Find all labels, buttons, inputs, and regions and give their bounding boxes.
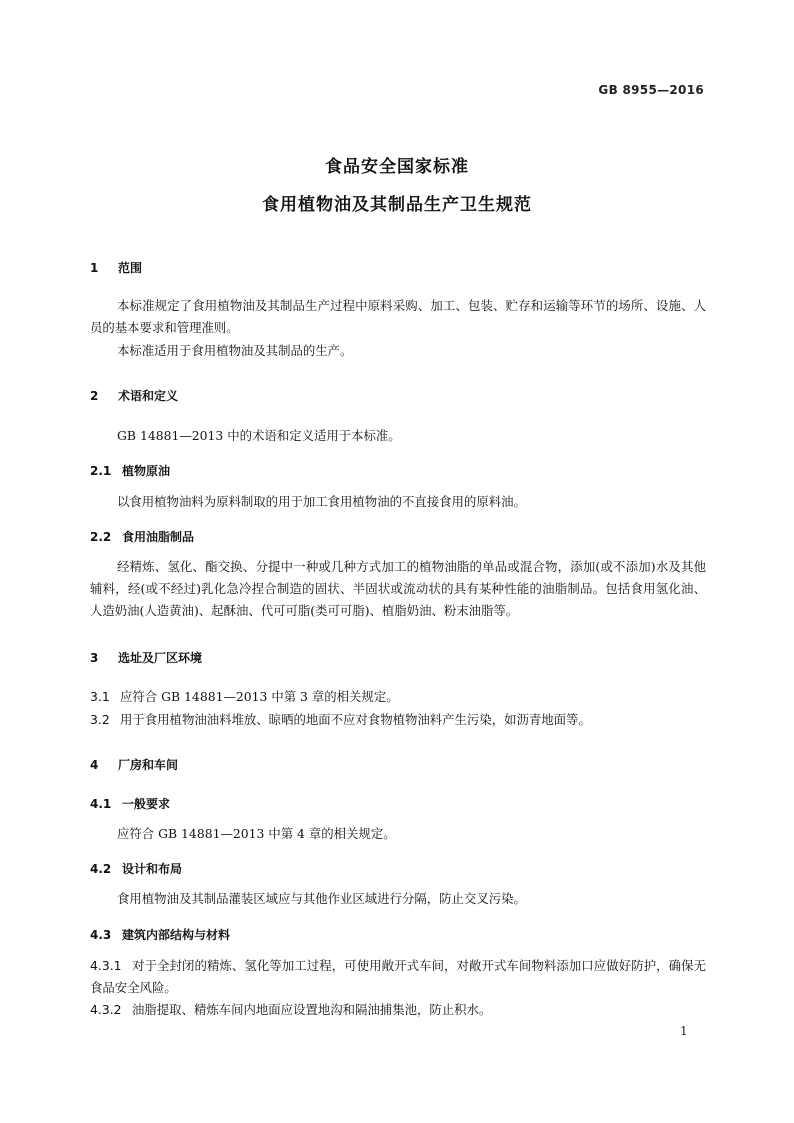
section-2-paragraph-1: GB 14881—2013 中的术语和定义适用于本标准。 bbox=[117, 428, 401, 443]
item-text: 应符合 GB 14881—2013 中第 3 章的相关规定。 bbox=[120, 689, 399, 704]
section-number: 3 bbox=[90, 651, 99, 665]
section-4-2-text: 食用植物油及其制品灌装区域应与其他作业区域进行分隔，防止交叉污染。 bbox=[117, 891, 526, 906]
section-number: 2.1 bbox=[90, 464, 112, 478]
section-2-2-text: 经精炼、氢化、酯交换、分提中一种或几种方式加工的植物油脂的单品或混合物，添加(或不添加)水及其他辅料，经(或不经过)乳化急冷捏合制造的固状、半固状或流动状的具有某种性能的油脂制品。包括食用氢化油、人造奶油(人造黄油)、起酥油、代可可脂(类可可脂)、植脂奶油、粉末油脂等。 bbox=[90, 559, 706, 618]
section-3-heading bbox=[90, 649, 202, 666]
title-line-2: 食用植物油及其制品生产卫生规范 bbox=[262, 195, 532, 215]
section-2-1-text: 以食用植物油料为原料制取的用于加工食用植物油的不直接食用的原料油。 bbox=[117, 494, 526, 509]
page-number: 1 bbox=[680, 1024, 688, 1038]
section-4-1-text: 应符合 GB 14881—2013 中第 4 章的相关规定。 bbox=[117, 826, 396, 841]
section-title: 选址及厂区环境 bbox=[118, 651, 203, 665]
title-line-1: 食品安全国家标准 bbox=[325, 157, 469, 177]
item-number: 4.3.2 bbox=[90, 1002, 122, 1017]
section-title: 设计和布局 bbox=[122, 862, 183, 876]
section-2-2-heading bbox=[90, 528, 194, 545]
section-number: 1 bbox=[90, 261, 99, 275]
section-number: 4.3 bbox=[90, 928, 112, 942]
section-title: 植物原油 bbox=[122, 464, 171, 478]
section-1-paragraph-2: 本标准适用于食用植物油及其制品的生产。 bbox=[117, 343, 353, 358]
section-title: 食用油脂制品 bbox=[122, 530, 195, 544]
section-1-paragraph-1: 本标准规定了食用植物油及其制品生产过程中原料采购、加工、包装、贮存和运输等环节的场所、设施、人员的基本要求和管理准则。 bbox=[90, 298, 706, 335]
item-text: 对于全封闭的精炼、氢化等加工过程，可使用敞开式车间，对敞开式车间物料添加口应做好防护，确保无食品安全风险。 bbox=[90, 958, 706, 995]
item-3-2 bbox=[90, 709, 706, 731]
section-2-heading bbox=[90, 387, 178, 404]
section-4-2-heading bbox=[90, 860, 182, 877]
standard-number: GB 8955—2016 bbox=[598, 83, 704, 97]
section-number: 2 bbox=[90, 389, 99, 403]
section-4-3-heading bbox=[90, 926, 230, 943]
section-2-1-heading bbox=[90, 462, 170, 479]
section-number: 4.1 bbox=[90, 797, 112, 811]
section-4-1-heading bbox=[90, 795, 170, 812]
section-title: 厂房和车间 bbox=[118, 758, 179, 772]
section-number: 4.2 bbox=[90, 862, 112, 876]
section-number: 4 bbox=[90, 758, 99, 772]
section-4-heading bbox=[90, 756, 178, 773]
section-title: 范围 bbox=[118, 261, 143, 275]
item-3-1 bbox=[90, 686, 706, 708]
section-title: 一般要求 bbox=[122, 797, 171, 811]
section-number: 2.2 bbox=[90, 530, 112, 544]
section-title: 术语和定义 bbox=[118, 389, 179, 403]
item-4-3-2 bbox=[90, 999, 706, 1021]
item-4-3-1 bbox=[90, 955, 706, 999]
item-number: 4.3.1 bbox=[90, 958, 122, 973]
section-1-heading bbox=[90, 259, 142, 276]
item-number: 3.2 bbox=[90, 712, 110, 727]
item-text: 油脂提取、精炼车间内地面应设置地沟和隔油捕集池，防止积水。 bbox=[132, 1002, 492, 1017]
section-title: 建筑内部结构与材料 bbox=[122, 928, 231, 942]
item-text: 用于食用植物油油料堆放、晾晒的地面不应对食物植物油料产生污染，如沥青地面等。 bbox=[120, 712, 591, 727]
item-number: 3.1 bbox=[90, 689, 110, 704]
